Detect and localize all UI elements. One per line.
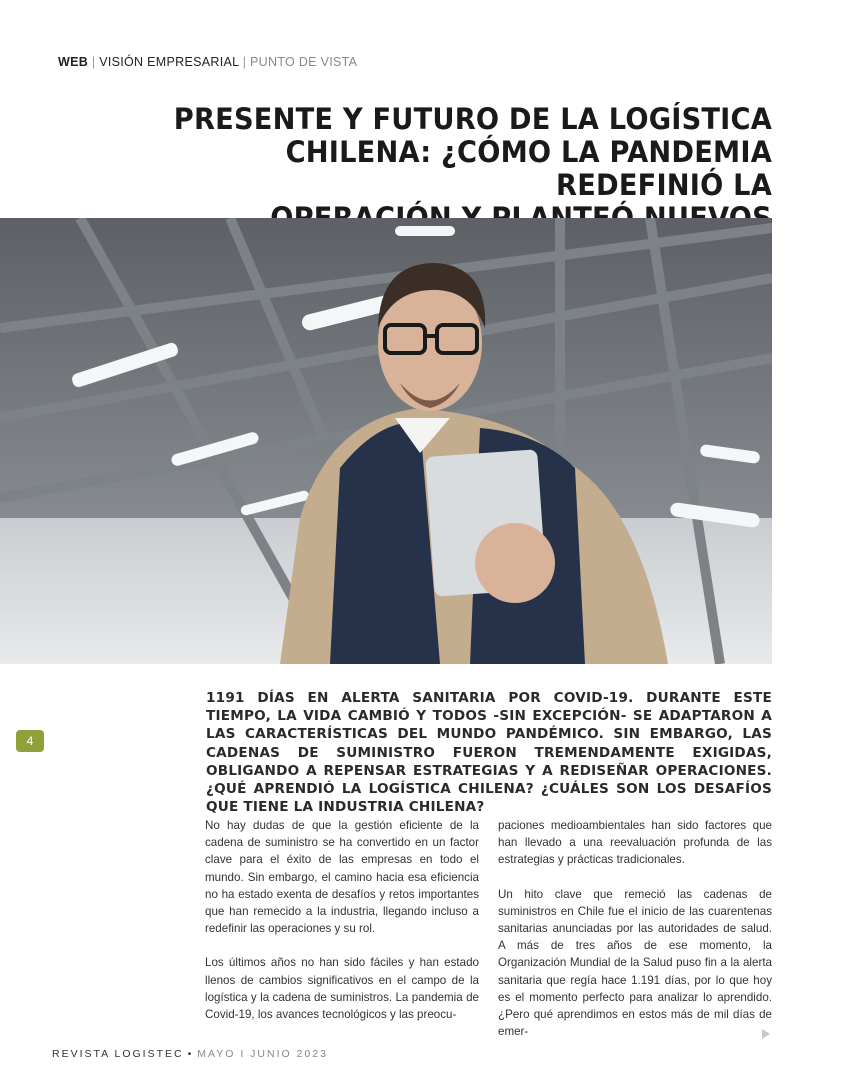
body-paragraph: Un hito clave que remeció las cadenas de suministros en Chile fue el inicio de las cuarentenas sanitarias anunciadas por las autoridades de salud. A más de tres años de ese momento, la Organización Mundial de la Salud puso fin a la alerta sanitaria que regía hace 1.191 días, por lo que hoy es el momento perfecto para analizar lo aprendido. ¿Pero qué aprendimos en estos más de mil días de emer- [498, 887, 772, 1039]
body-paragraph: paciones medioambientales han sido factores que han llevado a una reevaluación profunda de las estrategias y prácticas tradicionales. [498, 819, 772, 867]
breadcrumb-web[interactable]: WEB [58, 55, 89, 69]
body-paragraph: No hay dudas de que la gestión eficiente de la cadena de suministro se ha convertido en un factor clave para el éxito de las empresas en todo el mundo. Sin embargo, el camino hacia esa eficiencia no ha estado exenta de desafíos y retos importantes que han remecido a la industria, llegando incluso a redefinir las operaciones y su rol. [205, 819, 479, 936]
footer [52, 1048, 328, 1060]
breadcrumb [58, 55, 357, 69]
body-column-left [205, 817, 479, 1040]
article-title-line: PRESENTE Y FUTURO DE LA LOGÍSTICA [173, 102, 772, 136]
breadcrumb-separator: | [242, 55, 247, 69]
body-paragraph: Los últimos años no han sido fáciles y han estado llenos de cambios significativos en el campo de la logística y la cadena de suministros. La pandemia de Covid-19, los avances tecnológicos y las preocu- [205, 956, 479, 1022]
next-page-arrow-icon[interactable] [762, 1029, 770, 1039]
body-column-right [498, 817, 772, 1057]
footer-bullet: • [187, 1048, 194, 1060]
breadcrumb-vision-empresarial[interactable]: VISIÓN EMPRESARIAL [99, 55, 239, 69]
footer-issue: MAYO I JUNIO 2023 [197, 1048, 328, 1060]
article-lead: 1191 DÍAS EN ALERTA SANITARIA POR COVID-19. DURANTE ESTE TIEMPO, LA VIDA CAMBIÓ Y TODOS -SIN EXCEPCIÓN- SE ADAPTARON A LAS CARACTERÍSTICAS DEL MUNDO PANDÉMICO. SIN EMBARGO, LAS CADENAS DE SUMINISTRO FUERON TREMENDAMENTE EXIGIDAS, OBLIGANDO A REPENSAR ESTRATEGIAS Y A REDISEÑAR OPERACIONES. ¿QUÉ APRENDIÓ LA LOGÍSTICA CHILENA? ¿CUÁLES SON LOS DESAFÍOS QUE TIENE LA INDUSTRIA CHILENA? [206, 690, 772, 816]
footer-magazine-name: REVISTA LOGISTEC [52, 1048, 184, 1060]
warehouse-photo-illustration [0, 218, 772, 664]
breadcrumb-punto-de-vista[interactable]: PUNTO DE VISTA [250, 55, 358, 69]
breadcrumb-separator: | [91, 55, 96, 69]
hero-photo [0, 218, 772, 664]
article-title-line: CHILENA: ¿CÓMO LA PANDEMIA REDEFINIÓ LA [285, 135, 772, 202]
page-number-badge: 4 [16, 730, 44, 752]
